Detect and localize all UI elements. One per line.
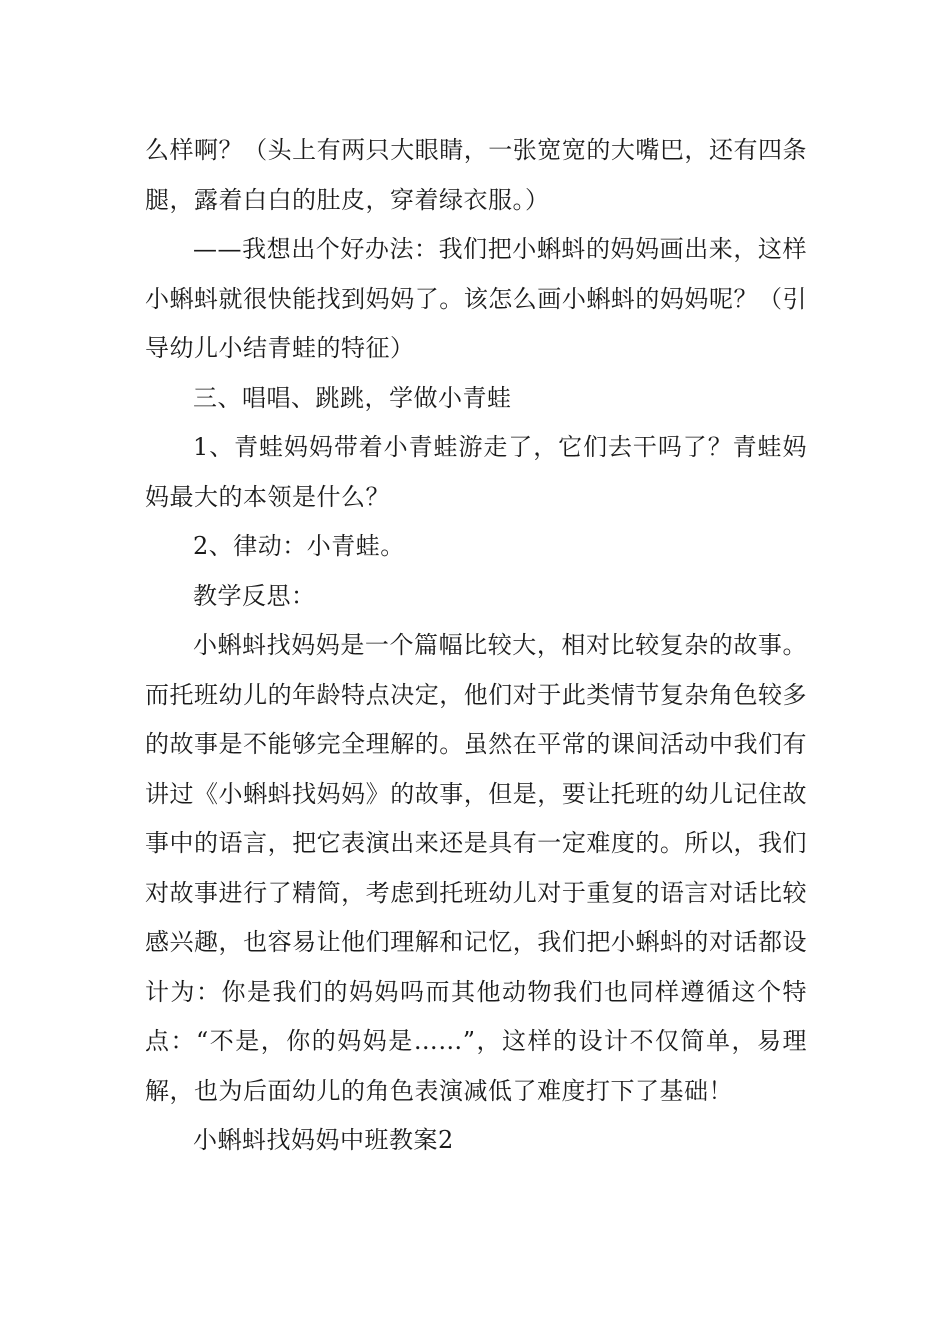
paragraph-continuation: 么样啊？（头上有两只大眼睛，一张宽宽的大嘴巴，还有四条腿，露着白白的肚皮，穿着绿衣服。） bbox=[145, 136, 807, 214]
document-page bbox=[145, 126, 807, 1166]
next-title: 小蝌蚪找妈妈中班教案2 bbox=[193, 1126, 454, 1154]
reflection-heading: 教学反思： bbox=[193, 581, 316, 610]
reflection-body: 小蝌蚪找妈妈是一个篇幅比较大，相对比较复杂的故事。而托班幼儿的年龄特点决定，他们对于此类情节复杂角色较多的故事是不能够完全理解的。虽然在平常的课间活动中我们有讲过《小蝌蚪找妈妈》的故事，但是，要让托班的幼儿记住故事中的语言，把它表演出来还是具有一定难度的。所以，我们对故事进行了精简，考虑到托班幼儿对于重复的语言对话比较感兴趣，也容易让他们理解和记忆，我们把小蝌蚪的对话都设计为：你是我们的妈妈吗而其他动物我们也同样遵循这个特点：“不是，你的妈妈是……”，这样的设计不仅简单，易理解，也为后面幼儿的角色表演减低了难度打下了基础！ bbox=[145, 631, 807, 1105]
list-item: 1、青蛙妈妈带着小青蛙游走了，它们去干吗了？青蛙妈妈最大的本领是什么？ bbox=[145, 433, 807, 511]
section-heading: 三、唱唱、跳跳，学做小青蛙 bbox=[193, 383, 512, 412]
paragraph-idea: ——我想出个好办法：我们把小蝌蚪的妈妈画出来，这样小蝌蚪就很快能找到妈妈了。该怎么画小蝌蚪的妈妈呢？（引导幼儿小结青蛙的特征） bbox=[145, 235, 807, 362]
list-item: 2、律动：小青蛙。 bbox=[193, 532, 405, 560]
